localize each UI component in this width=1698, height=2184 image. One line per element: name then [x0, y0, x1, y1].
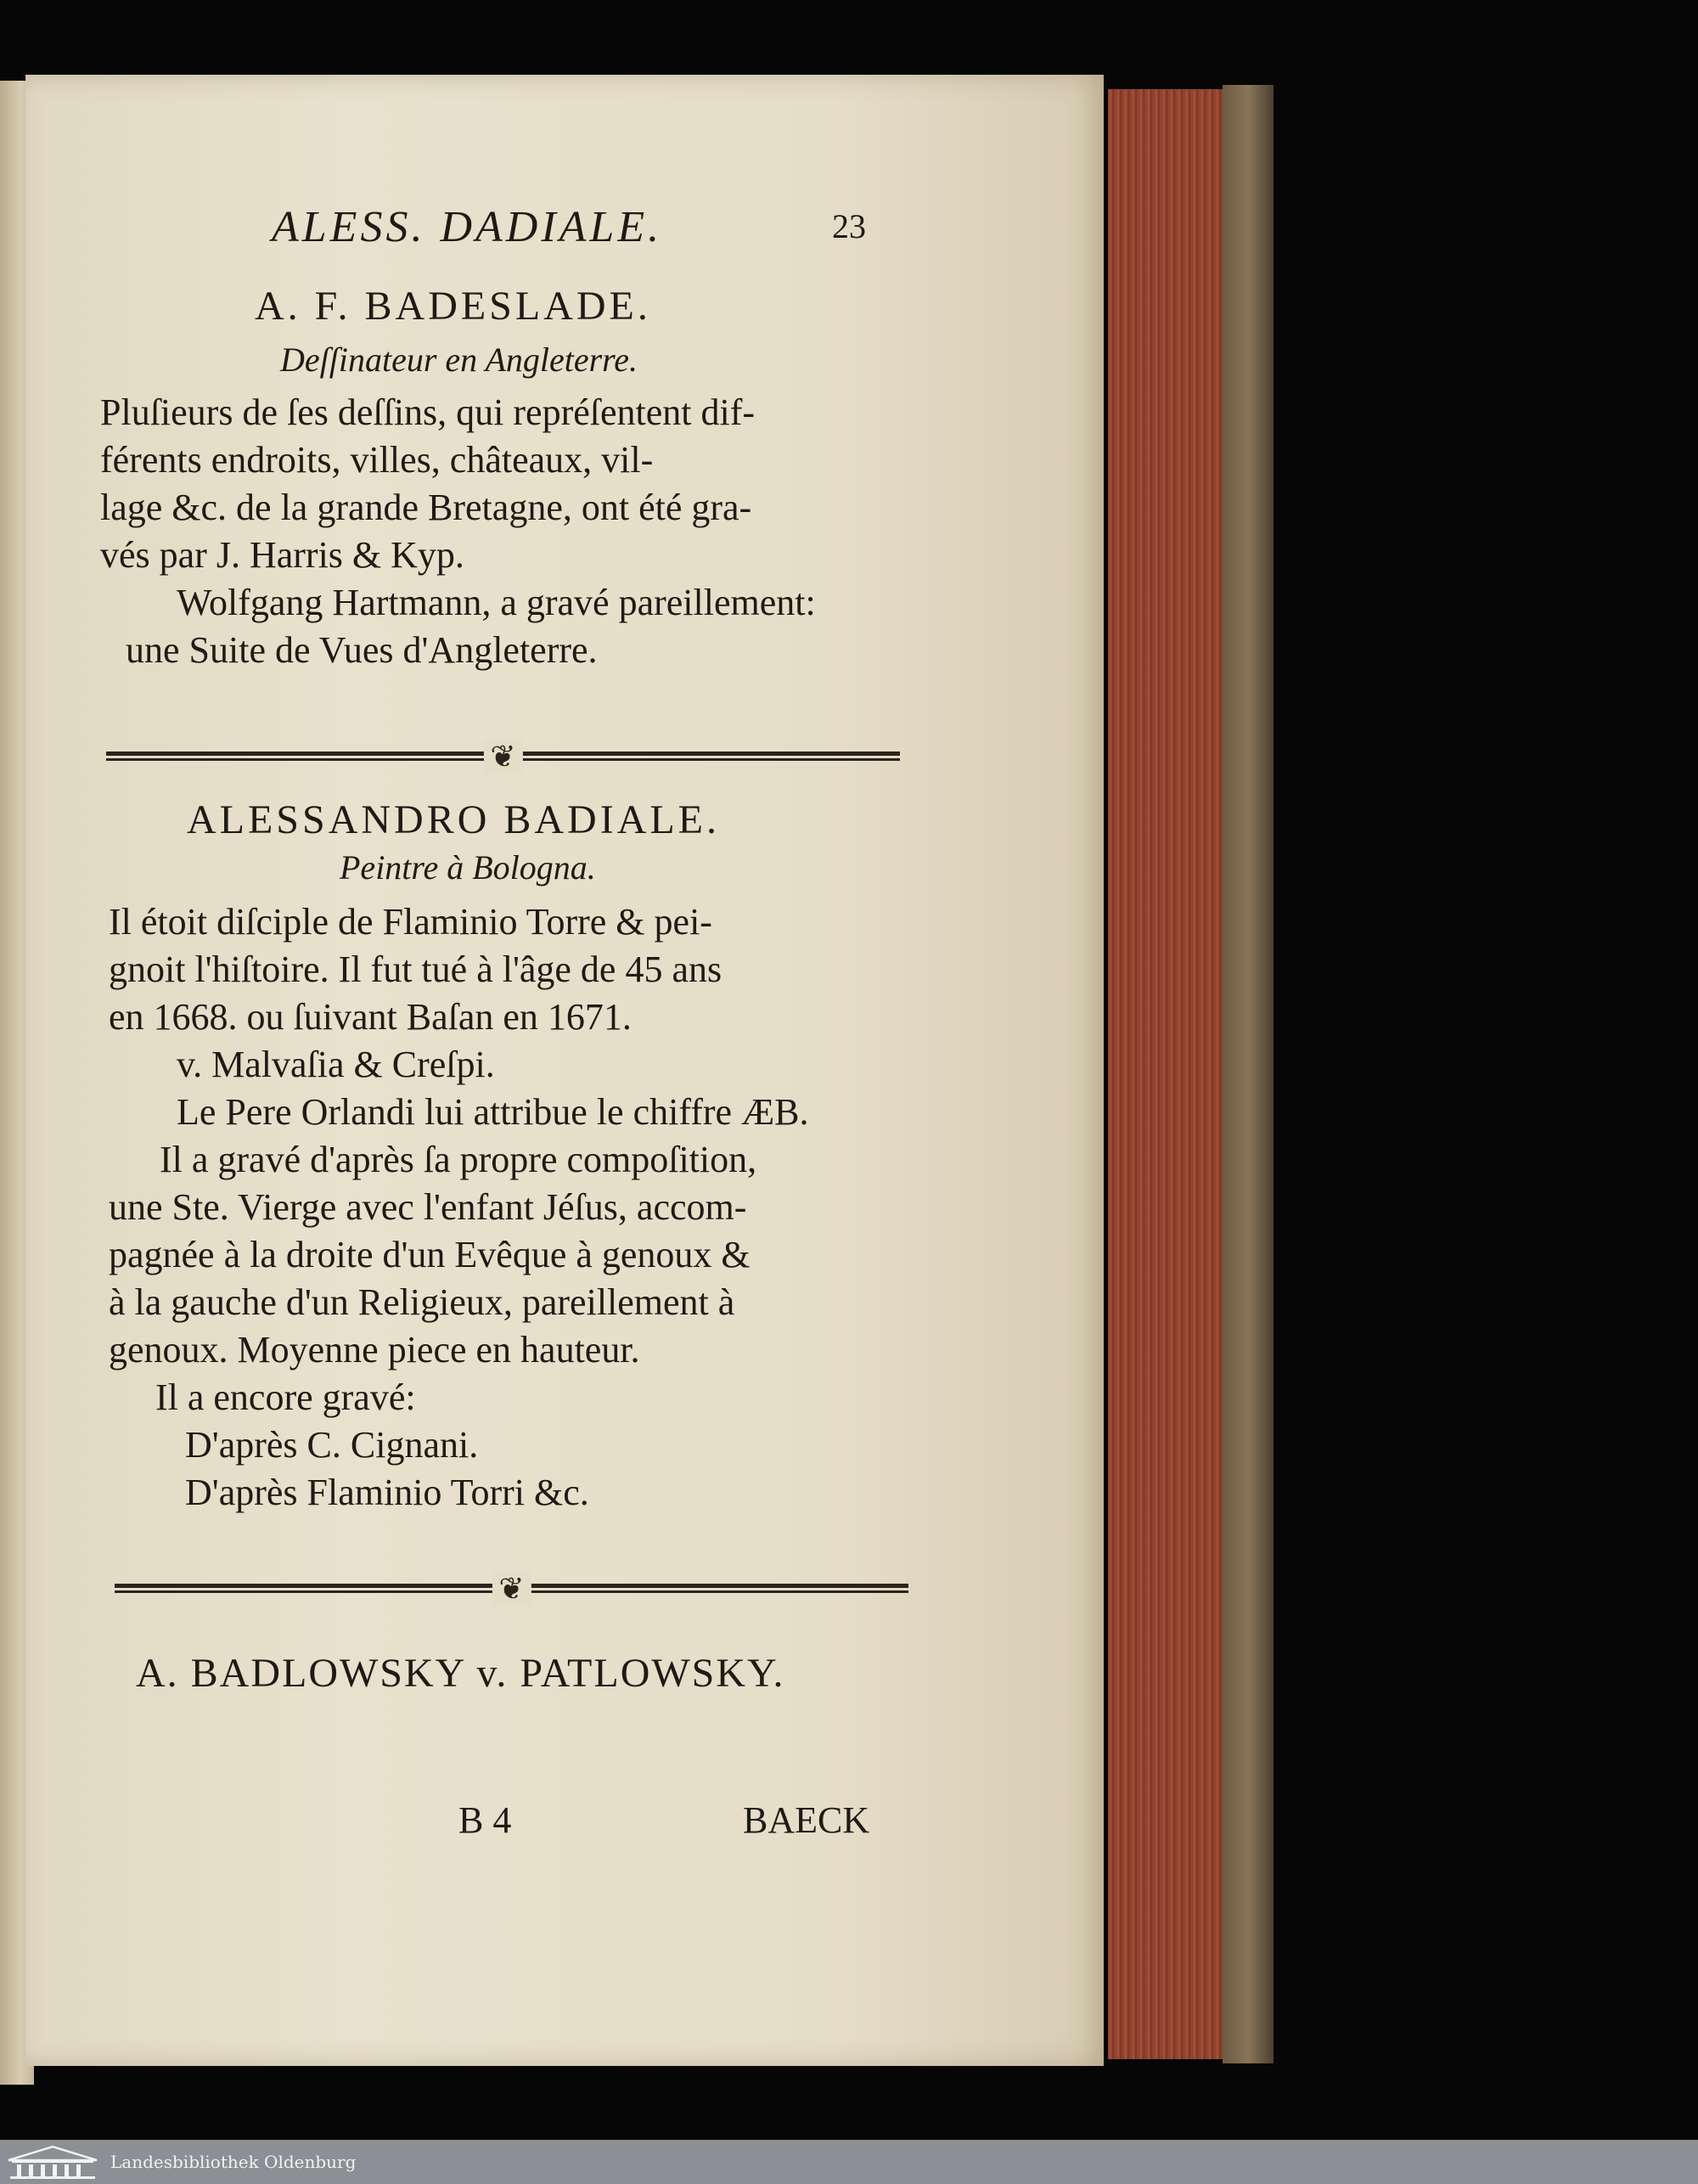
book-fore-edge	[1108, 89, 1227, 2059]
text-line: férents endroits, villes, châteaux, vil-	[100, 439, 654, 481]
signature-mark: B 4	[458, 1799, 512, 1841]
running-head: ALESS. DADIALE.	[272, 203, 663, 251]
text-line: une Ste. Vierge avec l'enfant Jéſus, accom-	[109, 1186, 747, 1228]
text-line: genoux. Moyenne piece en hauteur.	[109, 1329, 640, 1371]
entry-title: A. F. BADESLADE.	[255, 284, 651, 329]
text-line: gnoit l'hiſtoire. Il fut tué à l'âge de 45 ans	[109, 948, 722, 990]
footer-bar	[0, 2140, 1698, 2184]
entry-subtitle: Deſſinateur en Angleterre.	[280, 341, 638, 379]
fleuron-icon: ❦	[483, 740, 522, 774]
text-line: Il a gravé d'après ſa propre compoſition,	[160, 1139, 757, 1180]
text-line: lage &c. de la grande Bretagne, ont été gra-	[100, 487, 752, 528]
text-line: en 1668. ou ſuivant Baſan en 1671.	[109, 996, 632, 1038]
text-line: Pluſieurs de ſes deſſins, qui repréſentent dif-	[100, 391, 756, 433]
page-number: 23	[832, 207, 866, 245]
text-line: v. Malvaſia & Creſpi.	[177, 1044, 495, 1085]
entry-subtitle: Peintre à Bologna.	[340, 848, 596, 887]
ornament-rule	[115, 1572, 908, 1607]
catchword: BAECK	[743, 1799, 870, 1841]
text-line: Wolfgang Hartmann, a gravé pareillement:	[177, 582, 816, 623]
text-line: vés par J. Harris & Kyp.	[100, 534, 464, 576]
text-line: à la gauche d'un Religieux, pareillement à	[109, 1281, 735, 1323]
text-line: Il étoit diſciple de Flaminio Torre & pei-	[109, 901, 712, 943]
fleuron-icon: ❦	[492, 1572, 531, 1607]
entry-title: ALESSANDRO BADIALE.	[187, 797, 720, 842]
entry-text	[109, 898, 809, 1517]
text-line: Il a encore gravé:	[155, 1376, 416, 1418]
book-page	[25, 75, 1104, 2066]
book-cover-edge	[1223, 85, 1274, 2063]
text-line: D'après Flaminio Torri &c.	[185, 1472, 589, 1513]
text-line: Le Pere Orlandi lui attribue le chiffre ÆB.	[177, 1091, 809, 1133]
text-line: D'après C. Cignani.	[185, 1424, 479, 1466]
library-logo-icon	[5, 2143, 100, 2181]
text-line: pagnée à la droite d'un Evêque à genoux &	[109, 1234, 751, 1275]
entry-text	[100, 389, 816, 674]
text-line: une Suite de Vues d'Angleterre.	[126, 629, 598, 671]
entry-title: A. BADLOWSKY v. PATLOWSKY.	[136, 1651, 785, 1696]
ornament-rule	[106, 740, 900, 774]
footer-label: Landesbibliothek Oldenburg	[110, 2152, 357, 2172]
page-text	[25, 75, 1104, 2066]
